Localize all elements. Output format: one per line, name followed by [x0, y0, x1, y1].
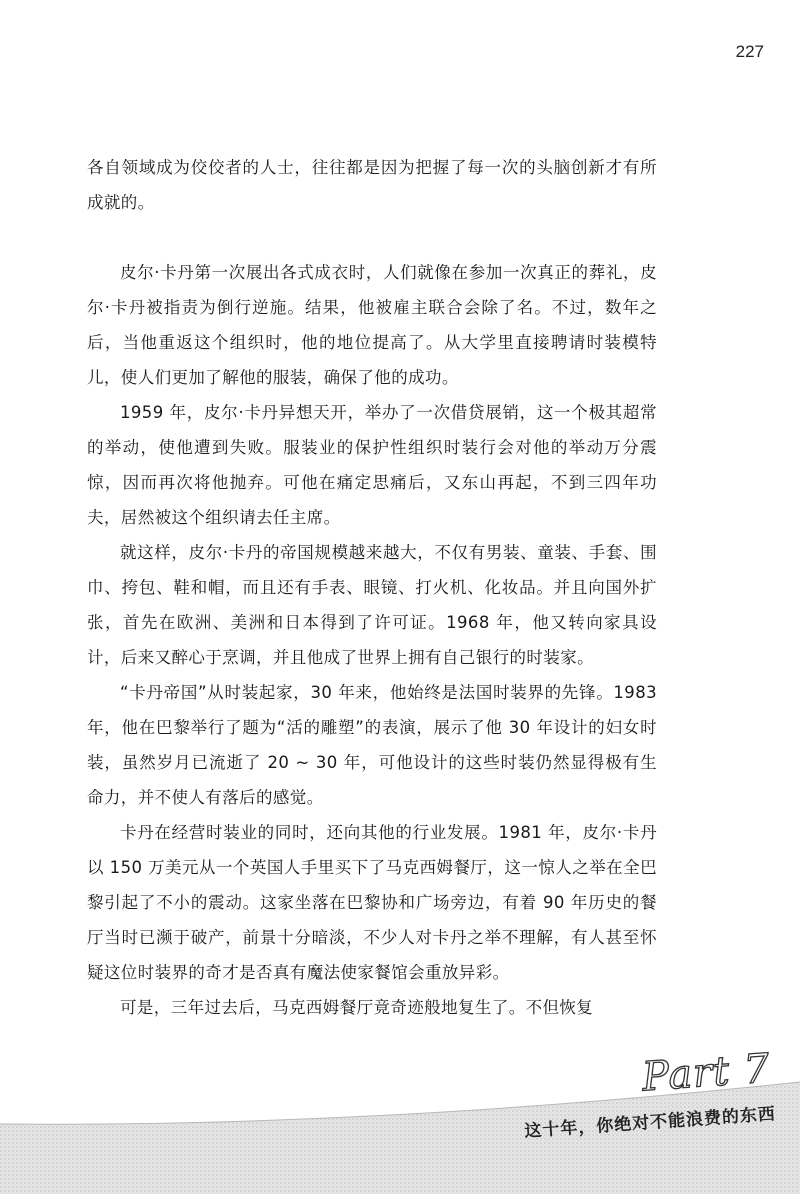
- page-number: 227: [735, 42, 764, 61]
- paragraph: “卡丹帝国”从时装起家，30 年来，他始终是法国时装界的先锋。1983 年，他在巴黎举行了题为“活的雕塑”的表演，展示了他 30 年设计的妇女时装，虽然岁月已流逝了 20 ~ 30 年，可他设计的这些时装仍然显得极有生命力，并不使人有落后的感觉。: [87, 683, 657, 807]
- paragraph: 可是，三年过去后，马克西姆餐厅竟奇迹般地复生了。不但恢复: [120, 998, 594, 1017]
- paragraph: 皮尔·卡丹第一次展出各式成衣时，人们就像在参加一次真正的葬礼，皮尔·卡丹被指责为倒行逆施。结果，他被雇主联合会除了名。不过，数年之后，当他重返这个组织时，他的地位提高了。从大学里直接聘请时装模特儿，使人们更加了解他的服装，确保了他的成功。: [87, 263, 657, 387]
- part-title: Part 7: [640, 1045, 772, 1101]
- paragraph: 就这样，皮尔·卡丹的帝国规模越来越大，不仅有男装、童装、手套、围巾、挎包、鞋和帽，而且还有手表、眼镜、打火机、化妆品。并且向国外扩张，首先在欧洲、美洲和日本得到了许可证。1968 年，他又转向家具设计，后来又醉心于烹调，并且他成了世界上拥有自己银行的时装家。: [87, 543, 657, 667]
- paragraph: 卡丹在经营时装业的同时，还向其他的行业发展。1981 年，皮尔·卡丹以 150 万美元从一个英国人手里买下了马克西姆餐厅，这一惊人之举在全巴黎引起了不小的震动。这家坐落在巴黎协和广场旁边，有着 90 年历史的餐厅当时已濒于破产，前景十分暗淡，不少人对卡丹之举不理解，有人甚至怀疑这位时装界的奇才是否真有魔法使家餐馆会重放异彩。: [87, 823, 657, 982]
- paragraph-gap: [87, 220, 657, 255]
- paragraph: 1959 年，皮尔·卡丹异想天开，举办了一次借贷展销，这一个极其超常的举动，使他遭到失败。服装业的保护性组织时装行会对他的举动万分震惊，因而再次将他抛弃。可他在痛定思痛后，又东山再起，不到三四年功夫，居然被这个组织请去任主席。: [87, 403, 657, 527]
- body-text: [87, 150, 657, 1025]
- footer-swoosh: [0, 1082, 800, 1194]
- chapter-subtitle: 这十年，你绝对不能浪费的东西: [523, 1104, 777, 1142]
- paragraph: 各自领域成为佼佼者的人士，往往都是因为把握了每一次的头脑创新才有所成就的。: [87, 158, 657, 212]
